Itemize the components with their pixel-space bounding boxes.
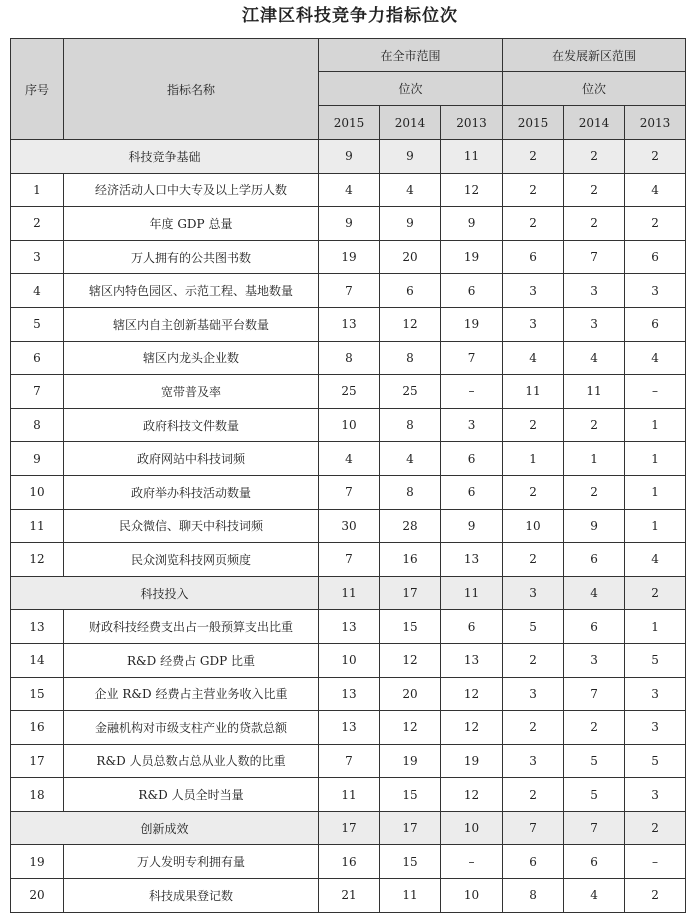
- district-rank-cell: 7: [564, 811, 625, 845]
- city-rank-cell: 13: [319, 711, 380, 745]
- district-rank-cell: 2: [564, 207, 625, 241]
- section-name: 科技投入: [11, 576, 319, 610]
- district-rank-cell: 9: [564, 509, 625, 543]
- district-rank-cell: –: [625, 845, 686, 879]
- district-rank-cell: 4: [564, 879, 625, 913]
- district-rank-cell: 2: [625, 811, 686, 845]
- district-rank-cell: 2: [625, 879, 686, 913]
- header-city-rank: 位次: [319, 72, 503, 106]
- indicator-name: 金融机构对市级支柱产业的贷款总额: [64, 711, 319, 745]
- district-rank-cell: 2: [564, 140, 625, 174]
- district-rank-cell: 2: [503, 711, 564, 745]
- district-rank-cell: 2: [564, 711, 625, 745]
- ranking-table: [10, 38, 686, 913]
- table-row: [11, 643, 686, 677]
- city-rank-cell: 10: [441, 811, 503, 845]
- district-rank-cell: 7: [503, 811, 564, 845]
- header-indicator: 指标名称: [64, 39, 319, 140]
- city-rank-cell: 21: [319, 879, 380, 913]
- city-rank-cell: 6: [441, 274, 503, 308]
- table-row: [11, 341, 686, 375]
- header-city-scope: 在全市范围: [319, 39, 503, 72]
- header-year: 2013: [441, 106, 503, 140]
- city-rank-cell: 19: [319, 240, 380, 274]
- city-rank-cell: 12: [441, 173, 503, 207]
- header-year: 2014: [380, 106, 441, 140]
- table-row: [11, 543, 686, 577]
- city-rank-cell: –: [441, 845, 503, 879]
- city-rank-cell: 15: [380, 610, 441, 644]
- district-rank-cell: –: [625, 375, 686, 409]
- row-number: 12: [11, 543, 64, 577]
- indicator-name: 科技成果登记数: [64, 879, 319, 913]
- row-number: 20: [11, 879, 64, 913]
- row-number: 19: [11, 845, 64, 879]
- indicator-name: 辖区内特色园区、示范工程、基地数量: [64, 274, 319, 308]
- header-seq: 序号: [11, 39, 64, 140]
- indicator-name: 经济活动人口中大专及以上学历人数: [64, 173, 319, 207]
- district-rank-cell: 2: [625, 576, 686, 610]
- city-rank-cell: 7: [319, 475, 380, 509]
- district-rank-cell: 2: [503, 543, 564, 577]
- district-rank-cell: 3: [564, 307, 625, 341]
- city-rank-cell: 12: [380, 711, 441, 745]
- city-rank-cell: 12: [441, 778, 503, 812]
- city-rank-cell: 6: [380, 274, 441, 308]
- row-number: 3: [11, 240, 64, 274]
- district-rank-cell: 1: [625, 610, 686, 644]
- district-rank-cell: 2: [503, 173, 564, 207]
- indicator-name: 辖区内龙头企业数: [64, 341, 319, 375]
- city-rank-cell: 8: [380, 475, 441, 509]
- city-rank-cell: 8: [319, 341, 380, 375]
- row-number: 13: [11, 610, 64, 644]
- district-rank-cell: 11: [564, 375, 625, 409]
- district-rank-cell: 5: [503, 610, 564, 644]
- table-row: [11, 509, 686, 543]
- district-rank-cell: 8: [503, 879, 564, 913]
- city-rank-cell: 9: [441, 207, 503, 241]
- district-rank-cell: 2: [503, 140, 564, 174]
- indicator-name: 财政科技经费支出占一般预算支出比重: [64, 610, 319, 644]
- city-rank-cell: 11: [441, 576, 503, 610]
- city-rank-cell: 25: [319, 375, 380, 409]
- city-rank-cell: 3: [441, 408, 503, 442]
- city-rank-cell: 6: [441, 442, 503, 476]
- district-rank-cell: 11: [503, 375, 564, 409]
- district-rank-cell: 6: [564, 610, 625, 644]
- indicator-name: 万人拥有的公共图书数: [64, 240, 319, 274]
- district-rank-cell: 1: [564, 442, 625, 476]
- city-rank-cell: 4: [380, 173, 441, 207]
- district-rank-cell: 6: [625, 307, 686, 341]
- district-rank-cell: 6: [503, 845, 564, 879]
- row-number: 7: [11, 375, 64, 409]
- table-body: [11, 140, 686, 913]
- city-rank-cell: 13: [319, 307, 380, 341]
- district-rank-cell: 1: [625, 475, 686, 509]
- city-rank-cell: 19: [441, 744, 503, 778]
- indicator-name: 政府举办科技活动数量: [64, 475, 319, 509]
- district-rank-cell: 4: [625, 173, 686, 207]
- table-row: [11, 778, 686, 812]
- city-rank-cell: 9: [319, 207, 380, 241]
- indicator-name: 宽带普及率: [64, 375, 319, 409]
- indicator-name: 年度 GDP 总量: [64, 207, 319, 241]
- district-rank-cell: 3: [503, 307, 564, 341]
- header-year: 2015: [319, 106, 380, 140]
- district-rank-cell: 7: [564, 677, 625, 711]
- city-rank-cell: 7: [319, 744, 380, 778]
- row-number: 6: [11, 341, 64, 375]
- indicator-name: 政府网站中科技词频: [64, 442, 319, 476]
- district-rank-cell: 4: [564, 576, 625, 610]
- row-number: 1: [11, 173, 64, 207]
- district-rank-cell: 6: [625, 240, 686, 274]
- table-row: [11, 677, 686, 711]
- city-rank-cell: 11: [319, 576, 380, 610]
- district-rank-cell: 3: [503, 677, 564, 711]
- district-rank-cell: 10: [503, 509, 564, 543]
- indicator-name: 民众微信、聊天中科技词频: [64, 509, 319, 543]
- city-rank-cell: 10: [319, 408, 380, 442]
- city-rank-cell: 15: [380, 778, 441, 812]
- row-number: 2: [11, 207, 64, 241]
- table-row: [11, 845, 686, 879]
- district-rank-cell: 5: [564, 778, 625, 812]
- city-rank-cell: –: [441, 375, 503, 409]
- table-row: [11, 307, 686, 341]
- row-number: 11: [11, 509, 64, 543]
- row-number: 9: [11, 442, 64, 476]
- table-row: [11, 744, 686, 778]
- district-rank-cell: 3: [503, 576, 564, 610]
- district-rank-cell: 1: [625, 442, 686, 476]
- city-rank-cell: 28: [380, 509, 441, 543]
- district-rank-cell: 3: [625, 711, 686, 745]
- indicator-name: 万人发明专利拥有量: [64, 845, 319, 879]
- header-district-scope: 在发展新区范围: [503, 39, 686, 72]
- table-row: [11, 274, 686, 308]
- city-rank-cell: 25: [380, 375, 441, 409]
- row-number: 16: [11, 711, 64, 745]
- city-rank-cell: 11: [380, 879, 441, 913]
- city-rank-cell: 4: [319, 442, 380, 476]
- indicator-name: 民众浏览科技网页频度: [64, 543, 319, 577]
- indicator-name: 企业 R&D 经费占主营业务收入比重: [64, 677, 319, 711]
- header-year: 2013: [625, 106, 686, 140]
- indicator-name: 政府科技文件数量: [64, 408, 319, 442]
- city-rank-cell: 13: [441, 643, 503, 677]
- city-rank-cell: 7: [319, 274, 380, 308]
- row-number: 15: [11, 677, 64, 711]
- indicator-name: R&D 人员总数占总从业人数的比重: [64, 744, 319, 778]
- table-row: [11, 173, 686, 207]
- city-rank-cell: 9: [380, 207, 441, 241]
- city-rank-cell: 19: [380, 744, 441, 778]
- city-rank-cell: 8: [380, 408, 441, 442]
- section-row: [11, 811, 686, 845]
- district-rank-cell: 1: [503, 442, 564, 476]
- row-number: 18: [11, 778, 64, 812]
- city-rank-cell: 11: [441, 140, 503, 174]
- indicator-name: R&D 经费占 GDP 比重: [64, 643, 319, 677]
- district-rank-cell: 4: [625, 543, 686, 577]
- district-rank-cell: 3: [564, 643, 625, 677]
- city-rank-cell: 13: [441, 543, 503, 577]
- district-rank-cell: 3: [625, 677, 686, 711]
- row-number: 14: [11, 643, 64, 677]
- indicator-name: R&D 人员全时当量: [64, 778, 319, 812]
- city-rank-cell: 19: [441, 307, 503, 341]
- district-rank-cell: 3: [503, 744, 564, 778]
- table-row: [11, 207, 686, 241]
- district-rank-cell: 2: [564, 408, 625, 442]
- district-rank-cell: 6: [503, 240, 564, 274]
- table-row: [11, 375, 686, 409]
- city-rank-cell: 8: [380, 341, 441, 375]
- district-rank-cell: 2: [503, 408, 564, 442]
- district-rank-cell: 2: [503, 475, 564, 509]
- city-rank-cell: 13: [319, 610, 380, 644]
- city-rank-cell: 9: [319, 140, 380, 174]
- city-rank-cell: 12: [380, 307, 441, 341]
- city-rank-cell: 4: [380, 442, 441, 476]
- district-rank-cell: 6: [564, 845, 625, 879]
- district-rank-cell: 6: [564, 543, 625, 577]
- district-rank-cell: 2: [503, 778, 564, 812]
- city-rank-cell: 9: [441, 509, 503, 543]
- district-rank-cell: 2: [625, 140, 686, 174]
- city-rank-cell: 6: [441, 475, 503, 509]
- city-rank-cell: 20: [380, 240, 441, 274]
- table-row: [11, 408, 686, 442]
- district-rank-cell: 4: [625, 341, 686, 375]
- city-rank-cell: 17: [380, 811, 441, 845]
- city-rank-cell: 4: [319, 173, 380, 207]
- city-rank-cell: 16: [319, 845, 380, 879]
- city-rank-cell: 7: [441, 341, 503, 375]
- city-rank-cell: 20: [380, 677, 441, 711]
- district-rank-cell: 2: [564, 173, 625, 207]
- district-rank-cell: 2: [564, 475, 625, 509]
- section-name: 科技竞争基础: [11, 140, 319, 174]
- district-rank-cell: 3: [564, 274, 625, 308]
- city-rank-cell: 15: [380, 845, 441, 879]
- city-rank-cell: 12: [441, 677, 503, 711]
- district-rank-cell: 2: [625, 207, 686, 241]
- header-year: 2015: [503, 106, 564, 140]
- table-header: [11, 39, 686, 140]
- table-row: [11, 711, 686, 745]
- section-row: [11, 140, 686, 174]
- table-row: [11, 442, 686, 476]
- district-rank-cell: 2: [503, 643, 564, 677]
- city-rank-cell: 7: [319, 543, 380, 577]
- row-number: 8: [11, 408, 64, 442]
- table-row: [11, 879, 686, 913]
- district-rank-cell: 5: [564, 744, 625, 778]
- city-rank-cell: 12: [380, 643, 441, 677]
- district-rank-cell: 5: [625, 643, 686, 677]
- city-rank-cell: 9: [380, 140, 441, 174]
- page-title: 江津区科技竞争力指标位次: [242, 6, 458, 26]
- section-name: 创新成效: [11, 811, 319, 845]
- city-rank-cell: 30: [319, 509, 380, 543]
- district-rank-cell: 4: [503, 341, 564, 375]
- city-rank-cell: 17: [380, 576, 441, 610]
- district-rank-cell: 3: [503, 274, 564, 308]
- row-number: 5: [11, 307, 64, 341]
- city-rank-cell: 17: [319, 811, 380, 845]
- district-rank-cell: 1: [625, 509, 686, 543]
- header-year: 2014: [564, 106, 625, 140]
- city-rank-cell: 12: [441, 711, 503, 745]
- row-number: 17: [11, 744, 64, 778]
- indicator-name: 辖区内自主创新基础平台数量: [64, 307, 319, 341]
- city-rank-cell: 6: [441, 610, 503, 644]
- city-rank-cell: 10: [441, 879, 503, 913]
- city-rank-cell: 11: [319, 778, 380, 812]
- district-rank-cell: 5: [625, 744, 686, 778]
- district-rank-cell: 1: [625, 408, 686, 442]
- table-row: [11, 475, 686, 509]
- header-district-rank: 位次: [503, 72, 686, 106]
- district-rank-cell: 4: [564, 341, 625, 375]
- city-rank-cell: 13: [319, 677, 380, 711]
- table-row: [11, 240, 686, 274]
- table-row: [11, 610, 686, 644]
- section-row: [11, 576, 686, 610]
- district-rank-cell: 3: [625, 778, 686, 812]
- district-rank-cell: 2: [503, 207, 564, 241]
- district-rank-cell: 7: [564, 240, 625, 274]
- city-rank-cell: 19: [441, 240, 503, 274]
- row-number: 10: [11, 475, 64, 509]
- district-rank-cell: 3: [625, 274, 686, 308]
- row-number: 4: [11, 274, 64, 308]
- city-rank-cell: 16: [380, 543, 441, 577]
- city-rank-cell: 10: [319, 643, 380, 677]
